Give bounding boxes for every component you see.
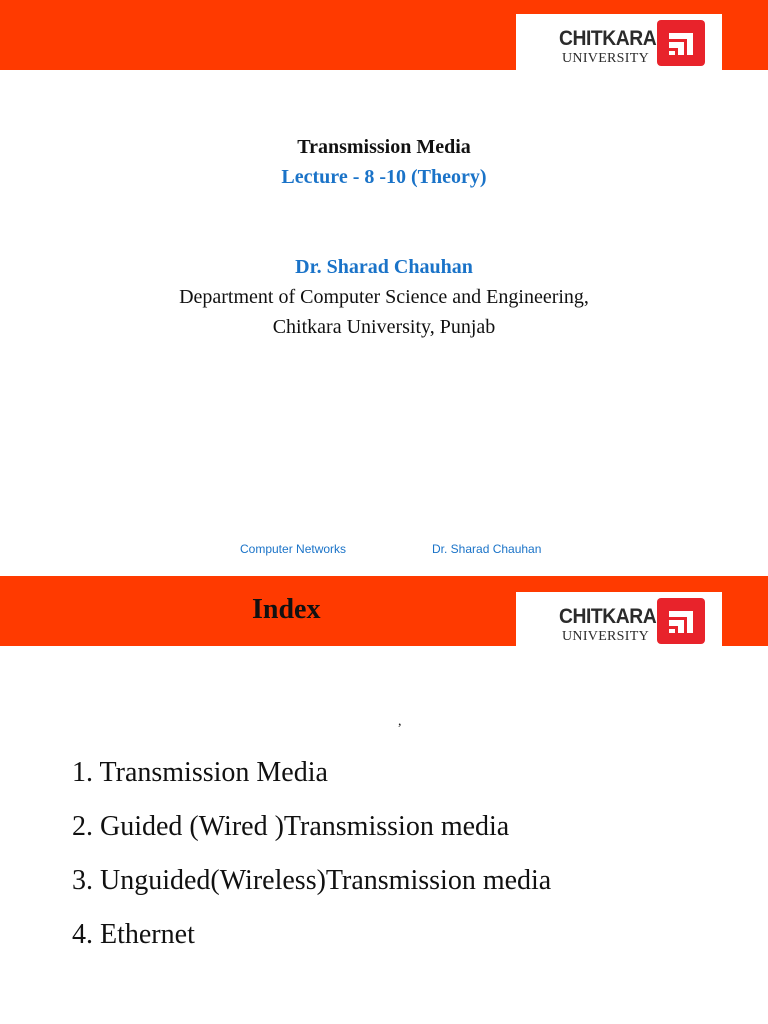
university-line: Chitkara University, Punjab <box>272 316 496 338</box>
footer-course: Computer Networks <box>240 542 347 556</box>
logo-mark-icon <box>657 20 705 66</box>
logo-wordmark: CHITKARA <box>559 605 657 628</box>
index-item: 1. Transmission Media <box>72 757 328 788</box>
index-item: 4. Ethernet <box>72 919 195 950</box>
author-name: Dr. Sharad Chauhan <box>295 256 473 278</box>
logo-subtitle: UNIVERSITY <box>562 629 649 644</box>
department-line: Department of Computer Science and Engineering, <box>179 286 589 308</box>
stray-mark: , <box>398 714 402 729</box>
lecture-subtitle: Lecture - 8 -10 (Theory) <box>281 166 487 188</box>
footer-author: Dr. Sharad Chauhan <box>432 542 542 556</box>
index-item: 2. Guided (Wired )Transmission media <box>72 811 510 842</box>
index-heading: Index <box>252 594 321 625</box>
logo-wordmark: CHITKARA <box>559 27 657 50</box>
university-logo <box>516 592 722 648</box>
index-slide <box>0 563 768 1024</box>
index-list <box>72 756 551 972</box>
logo-mark-icon <box>657 598 705 644</box>
university-logo <box>516 14 722 70</box>
index-item: 3. Unguided(Wireless)Transmission media <box>72 865 552 896</box>
slide-title: Transmission Media <box>297 136 471 158</box>
logo-subtitle: UNIVERSITY <box>562 51 649 66</box>
